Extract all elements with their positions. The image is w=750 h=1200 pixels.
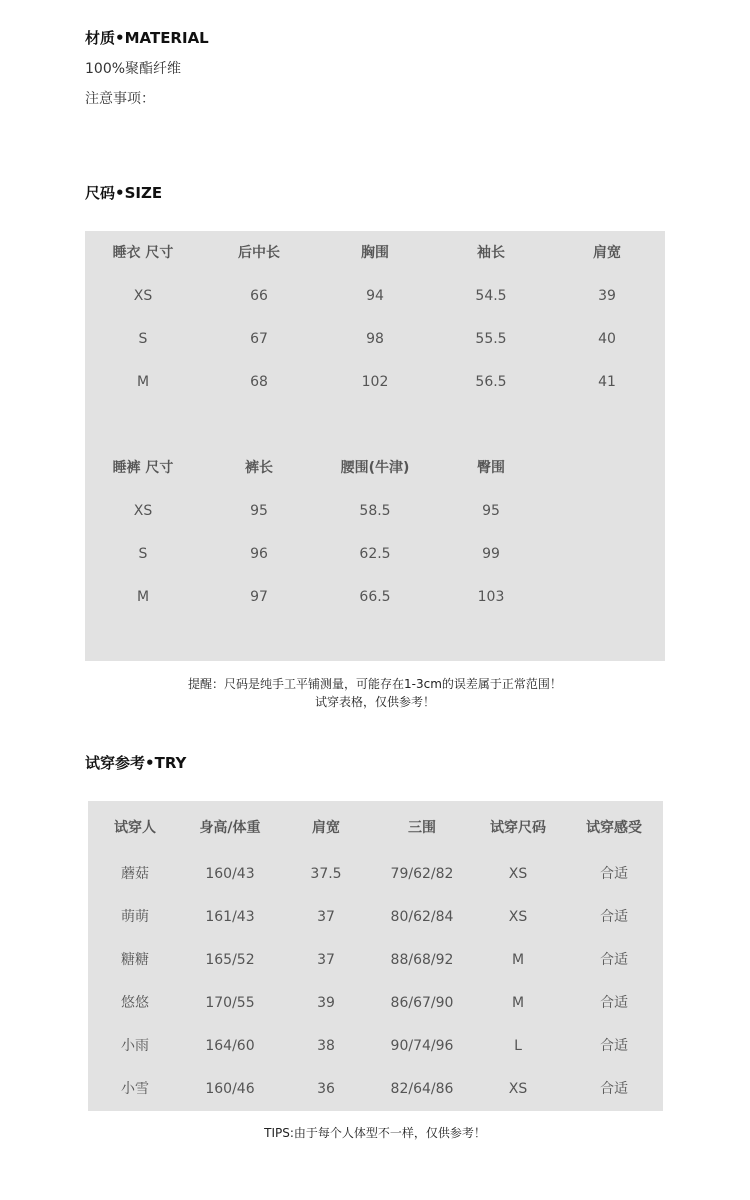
table-cell: 79/62/82 — [390, 866, 454, 882]
table-cell: 170/55 — [205, 995, 255, 1011]
table-cell: M — [511, 995, 525, 1011]
try-table-header — [88, 816, 663, 840]
table-cell: 95 — [482, 503, 500, 519]
table-cell: 165/52 — [205, 952, 255, 968]
table-cell: 萌萌 — [121, 909, 149, 925]
table-cell: 糖糖 — [121, 952, 149, 968]
table-cell: 合适 — [600, 995, 628, 1011]
table-cell: XS — [508, 909, 528, 925]
table-row — [88, 1077, 663, 1101]
try-table-panel — [88, 801, 663, 1111]
table-cell: 合适 — [600, 1038, 628, 1054]
table-cell: S — [138, 331, 148, 347]
try-tips: TIPS:由于每个人体型不一样，仅供参考！ — [264, 1126, 486, 1140]
table-cell: 39 — [598, 288, 616, 304]
top-header-cell: 胸围 — [361, 245, 389, 261]
top-header-cell: 袖长 — [477, 245, 505, 261]
table-cell: 41 — [598, 374, 616, 390]
table-cell: 58.5 — [359, 503, 391, 519]
pants-header-cell: 睡裤 尺寸 — [112, 460, 174, 476]
table-cell: 68 — [250, 374, 268, 390]
try-header-cell: 试穿人 — [114, 820, 156, 836]
table-cell: 38 — [317, 1038, 335, 1054]
table-cell: XS — [508, 1081, 528, 1097]
table-cell: 37 — [317, 909, 335, 925]
table-cell: 67 — [250, 331, 268, 347]
pants-header-cell: 裤长 — [245, 460, 273, 476]
table-cell: 55.5 — [475, 331, 507, 347]
table-cell: 54.5 — [475, 288, 507, 304]
table-cell: L — [514, 1038, 522, 1054]
table-row — [85, 284, 665, 308]
table-cell: 合适 — [600, 909, 628, 925]
table-cell: 40 — [598, 331, 616, 347]
size-note-line2: 试穿表格，仅供参考！ — [314, 695, 435, 709]
table-cell: 66 — [250, 288, 268, 304]
table-row — [85, 370, 665, 394]
try-header-cell: 试穿感受 — [586, 820, 642, 836]
table-cell: XS — [508, 866, 528, 882]
table-cell: 37 — [317, 952, 335, 968]
table-row — [85, 585, 665, 609]
try-heading: 试穿参考•TRY — [85, 754, 187, 772]
table-cell: 62.5 — [359, 546, 391, 562]
table-cell: 90/74/96 — [390, 1038, 454, 1054]
try-header-cell: 身高/体重 — [199, 820, 261, 836]
table-cell: 合适 — [600, 1081, 628, 1097]
table-cell: 36 — [317, 1081, 335, 1097]
top-header-cell: 肩宽 — [593, 245, 621, 261]
table-cell: 小雨 — [121, 1038, 149, 1054]
table-cell: 98 — [366, 331, 384, 347]
try-header-cell: 肩宽 — [312, 820, 340, 836]
size-note-line1: 提醒：尺码是纯手工平铺测量，可能存在1-3cm的误差属于正常范围！ — [188, 677, 562, 691]
table-cell: 合适 — [600, 866, 628, 882]
table-cell: 97 — [250, 589, 268, 605]
table-row — [88, 948, 663, 972]
pants-header-cell: 腰围(牛津) — [340, 460, 410, 476]
material-content: 100%聚酯纤维 — [85, 61, 182, 77]
table-cell: 160/46 — [205, 1081, 255, 1097]
pants-table-header — [85, 456, 665, 480]
top-header-cell: 后中长 — [238, 245, 280, 261]
table-row — [88, 905, 663, 929]
table-cell: 37.5 — [310, 866, 342, 882]
table-cell: 66.5 — [359, 589, 391, 605]
table-cell: 103 — [477, 589, 505, 605]
table-cell: 86/67/90 — [390, 995, 454, 1011]
table-cell: 99 — [482, 546, 500, 562]
table-cell: 88/68/92 — [390, 952, 454, 968]
table-cell: 94 — [366, 288, 384, 304]
table-cell: 82/64/86 — [390, 1081, 454, 1097]
table-cell: S — [138, 546, 148, 562]
table-row — [88, 991, 663, 1015]
table-row — [85, 327, 665, 351]
table-cell: 102 — [361, 374, 389, 390]
material-heading: 材质•MATERIAL — [85, 29, 209, 47]
table-cell: 164/60 — [205, 1038, 255, 1054]
table-cell: 56.5 — [475, 374, 507, 390]
table-cell: 小雪 — [121, 1081, 149, 1097]
try-header-cell: 试穿尺码 — [490, 820, 546, 836]
table-cell: 80/62/84 — [390, 909, 454, 925]
table-cell: M — [136, 374, 150, 390]
size-heading: 尺码•SIZE — [85, 184, 163, 202]
table-cell: 蘑菇 — [121, 866, 149, 882]
top-table-header — [85, 241, 665, 265]
table-cell: M — [511, 952, 525, 968]
table-cell: XS — [133, 503, 153, 519]
table-cell: 96 — [250, 546, 268, 562]
notice-label: 注意事项： — [85, 91, 155, 107]
table-cell: 160/43 — [205, 866, 255, 882]
try-header-cell: 三围 — [408, 820, 436, 836]
table-row — [85, 542, 665, 566]
table-cell: M — [136, 589, 150, 605]
table-cell: 39 — [317, 995, 335, 1011]
table-row — [85, 499, 665, 523]
table-cell: 95 — [250, 503, 268, 519]
table-row — [88, 862, 663, 886]
size-table-panel — [85, 231, 665, 661]
table-cell: 悠悠 — [121, 995, 149, 1011]
table-cell: XS — [133, 288, 153, 304]
table-cell: 161/43 — [205, 909, 255, 925]
table-cell: 合适 — [600, 952, 628, 968]
top-header-cell: 睡衣 尺寸 — [112, 245, 174, 261]
pants-header-cell: 臀围 — [477, 460, 505, 476]
table-row — [88, 1034, 663, 1058]
